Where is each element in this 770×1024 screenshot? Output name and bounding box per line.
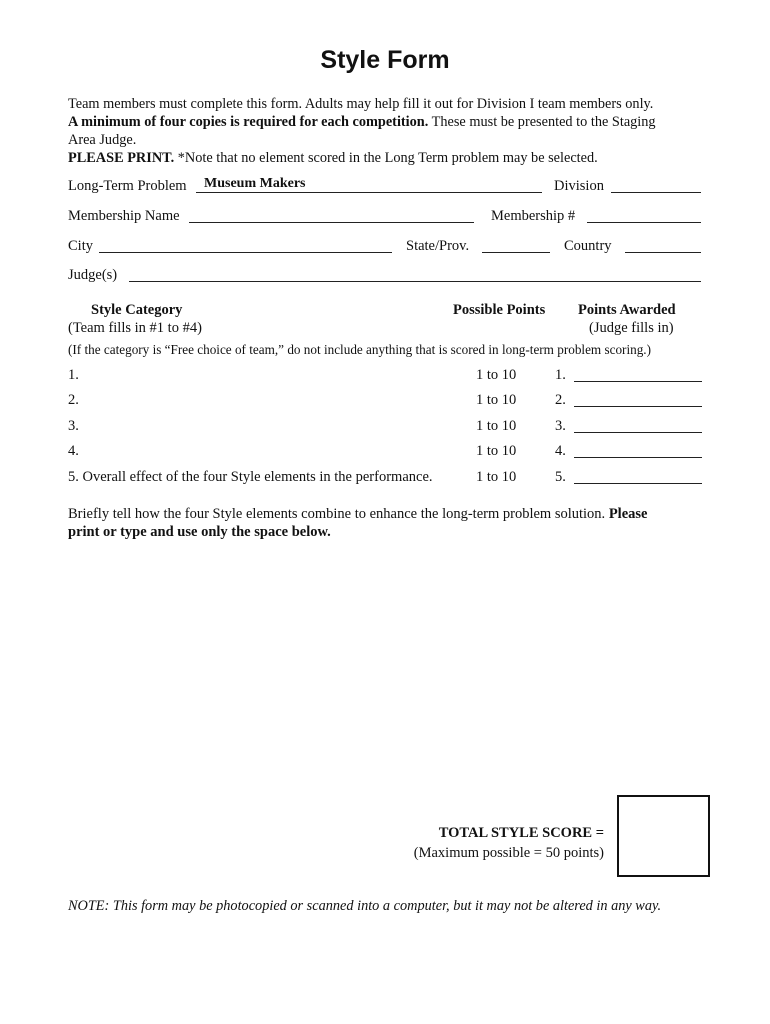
long-term-value: Museum Makers [204, 176, 306, 191]
table-row [68, 469, 702, 489]
membership-name-label: Membership Name [68, 208, 180, 224]
style-category-header: Style Category [91, 302, 183, 318]
please-print: PLEASE PRINT. [68, 150, 175, 166]
points-awarded-sub: (Judge fills in) [589, 320, 674, 336]
city-field[interactable] [99, 238, 392, 258]
footer-note: NOTE: This form may be photocopied or scanned into a computer, but it may not be altered in any way. [68, 898, 662, 914]
category-label: 4. [68, 443, 79, 459]
state-field[interactable] [482, 238, 550, 258]
possible-points: 1 to 10 [476, 443, 517, 459]
instruction-line-3: Area Judge. [68, 132, 137, 148]
style-category-sub: (Team fills in #1 to #4) [68, 320, 202, 336]
describe-instructions: Briefly tell how the four Style elements combine to enhance the long-term problem solution. Please print or type and use only the space below. [68, 506, 648, 540]
country-field[interactable] [625, 238, 701, 258]
award-field[interactable] [574, 469, 702, 489]
category-label: 3. [68, 418, 79, 434]
membership-name-field[interactable] [189, 208, 474, 228]
table-row [68, 418, 702, 438]
table-header [68, 302, 702, 342]
location-row [68, 238, 702, 258]
long-term-field[interactable] [196, 178, 542, 198]
possible-points: 1 to 10 [476, 367, 517, 383]
state-label: State/Prov. [406, 238, 470, 254]
award-number: 1. [555, 367, 566, 383]
country-label: Country [564, 238, 612, 254]
award-number: 3. [555, 418, 566, 434]
award-number: 4. [555, 443, 566, 459]
instruction-line-1: Team members must complete this form. Adults may help fill it out for Division I team members only. [68, 96, 654, 112]
division-field[interactable] [611, 178, 701, 198]
max-points-note: (Maximum possible = 50 points) [413, 845, 604, 861]
long-term-label: Long-Term Problem [68, 178, 187, 194]
description-area[interactable] [68, 548, 702, 778]
membership-number-field[interactable] [587, 208, 701, 228]
page-title: Style Form [320, 46, 450, 74]
award-field[interactable] [574, 443, 702, 463]
division-label: Division [554, 178, 604, 194]
points-awarded-header: Points Awarded [578, 302, 676, 318]
table-row [68, 392, 702, 412]
category-label: 5. Overall effect of the four Style elements in the performance. [68, 469, 433, 485]
instructions [68, 95, 708, 167]
judges-label: Judge(s) [68, 267, 118, 283]
instruction-line-2: A minimum of four copies is required for each competition. These must be presented to the Staging [68, 114, 656, 130]
judges-row [68, 267, 702, 287]
award-number: 2. [555, 392, 566, 408]
possible-points: 1 to 10 [476, 392, 517, 408]
long-term-row [68, 178, 702, 198]
category-label: 2. [68, 392, 79, 408]
free-choice-note: (If the category is “Free choice of team,” do not include anything that is scored in long-term problem scoring.) [68, 342, 651, 357]
category-label: 1. [68, 367, 79, 383]
total-score-label: TOTAL STYLE SCORE = [438, 825, 604, 841]
possible-points: 1 to 10 [476, 469, 517, 485]
judges-field[interactable] [129, 267, 701, 287]
membership-row [68, 208, 702, 228]
table-row [68, 443, 702, 463]
membership-number-label: Membership # [491, 208, 576, 224]
city-label: City [68, 238, 93, 254]
award-field[interactable] [574, 367, 702, 387]
possible-points: 1 to 10 [476, 418, 517, 434]
table-row [68, 367, 702, 387]
instruction-line-4: PLEASE PRINT. *Note that no element scored in the Long Term problem may be selected. [68, 150, 598, 166]
award-field[interactable] [574, 392, 702, 412]
possible-points-header: Possible Points [453, 302, 546, 318]
copies-requirement: A minimum of four copies is required for each competition. [68, 114, 429, 130]
award-number: 5. [555, 469, 566, 485]
total-score-box[interactable] [617, 795, 710, 877]
award-field[interactable] [574, 418, 702, 438]
